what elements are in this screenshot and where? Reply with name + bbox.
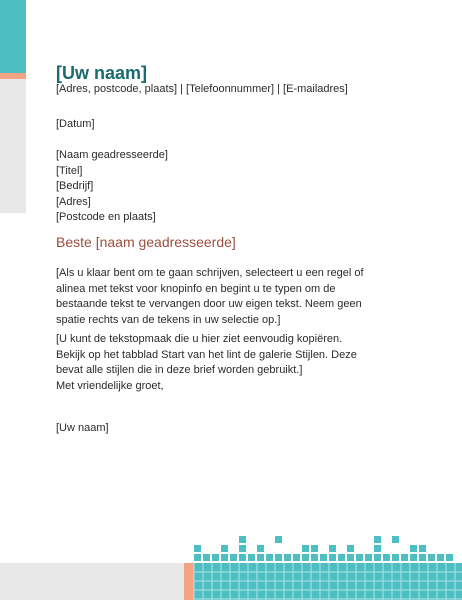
pixel-square (347, 554, 354, 561)
pixel-square (257, 554, 264, 561)
pixel-square (257, 545, 264, 552)
pixel-square (383, 554, 390, 561)
pixel-square (311, 554, 318, 561)
pixel-square (329, 545, 336, 552)
pixel-square (194, 554, 201, 561)
recipient-address[interactable]: [Adres] (56, 195, 91, 208)
pixel-square (302, 545, 309, 552)
sender-contact[interactable]: [Adres, postcode, plaats] | [Telefoonnummer] | [E-mailadres] (56, 83, 348, 95)
recipient-name[interactable]: [Naam geadresseerde] (56, 149, 168, 161)
pixel-square (419, 545, 426, 552)
pixel-square (374, 545, 381, 552)
pixel-square (293, 554, 300, 561)
body-paragraph[interactable]: [U kunt de tekstopmaak die u hier ziet eenvoudig kopiëren. Bekijk op het tabblad Start van het lint de galerie Stijlen. Deze bevat alle stijlen die in deze brief worden gebruikt.] (56, 333, 357, 377)
pixel-square (419, 554, 426, 561)
body-paragraph[interactable]: [Als u klaar bent om te gaan schrijven, selecteert u een regel of alinea met tekst voor knopinfo en begint u te typen om de bestaande tekst te vervangen door uw eigen tekst. Neem geen spatie rechts van de tekens in uw selectie op.] (56, 267, 364, 326)
pixel-square (428, 554, 435, 561)
sender-name[interactable]: [Uw naam] (56, 63, 148, 83)
recipient-title[interactable]: [Titel] (56, 164, 83, 177)
pixel-square (266, 554, 273, 561)
pixel-square (221, 545, 228, 552)
pixel-square (392, 536, 399, 543)
pixel-square (221, 554, 228, 561)
pixel-square (365, 554, 372, 561)
pixel-square (446, 554, 453, 561)
pixel-square (239, 545, 246, 552)
pixel-square (410, 554, 417, 561)
salutation[interactable]: Beste [naam geadresseerde] (56, 234, 236, 250)
pixel-square (194, 545, 201, 552)
pixel-square (302, 554, 309, 561)
pixel-square (284, 554, 291, 561)
pixel-square (248, 554, 255, 561)
recipient-postcode-city[interactable]: [Postcode en plaats] (56, 211, 156, 223)
pixel-square (320, 554, 327, 561)
pixel-square (239, 536, 246, 543)
pixel-square (347, 545, 354, 552)
pixel-square (275, 536, 282, 543)
pixel-square (392, 554, 399, 561)
pixel-square (311, 545, 318, 552)
closing[interactable]: Met vriendelijke groet, (56, 380, 164, 392)
pixel-square (230, 554, 237, 561)
pixel-square (410, 545, 417, 552)
pixel-square (374, 536, 381, 543)
pixel-square (356, 554, 363, 561)
pixel-square (203, 554, 210, 561)
pixel-square (275, 554, 282, 561)
recipient-company[interactable]: [Bedrijf] (56, 180, 94, 192)
signature-name[interactable]: [Uw naam] (56, 422, 109, 434)
pixel-square (338, 554, 345, 561)
pixel-square (437, 554, 444, 561)
pixel-square (329, 554, 336, 561)
pixel-square (212, 554, 219, 561)
letter-date[interactable]: [Datum] (56, 118, 95, 130)
pixel-square (374, 554, 381, 561)
pixel-square (239, 554, 246, 561)
pixel-square (401, 554, 408, 561)
